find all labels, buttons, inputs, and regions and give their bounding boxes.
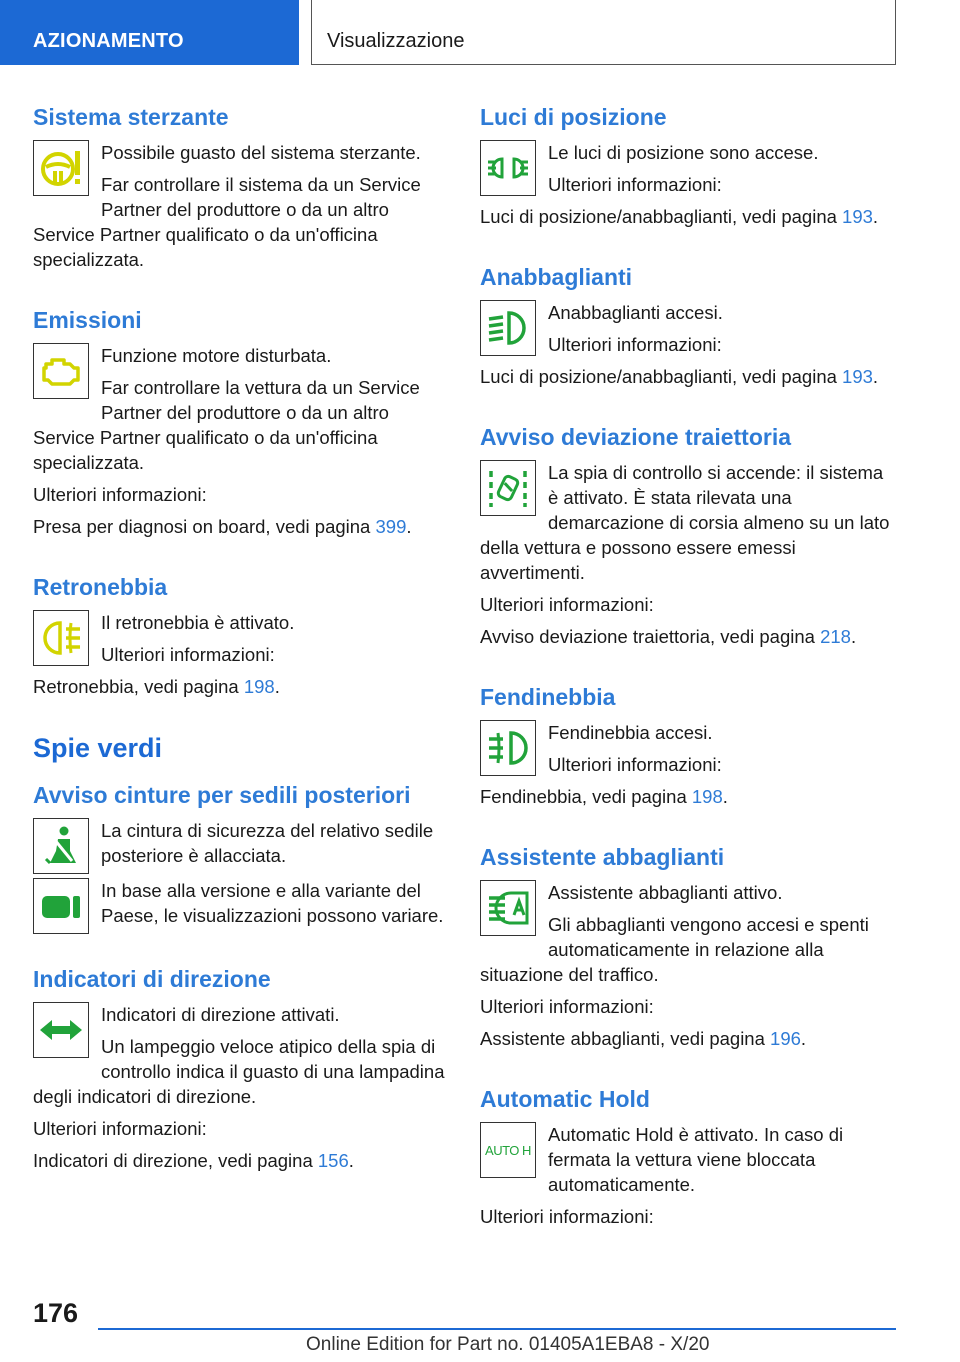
- paragraph: Ulteriori informazioni:: [480, 594, 654, 615]
- rear-fog-light-icon: [33, 610, 89, 666]
- page-link[interactable]: 218: [820, 626, 851, 647]
- paragraph: Ulteriori informazioni:: [33, 484, 207, 505]
- reference-text: Luci di posizione/anabbaglianti, vedi pagina: [480, 366, 843, 387]
- paragraph: Il retronebbia è attivato.: [101, 612, 295, 633]
- high-beam-assist-icon: [480, 880, 536, 936]
- section-heading: Luci di posizione: [480, 104, 667, 130]
- section-emissioni: [33, 303, 445, 546]
- lane-departure-icon: [480, 460, 536, 516]
- paragraph: Automatic Hold è attivato. In caso di fermata la vettura viene bloccata automaticamente.: [548, 1124, 844, 1195]
- section-title: Visualizzazione: [327, 30, 465, 52]
- paragraph: Ulteriori informazioni:: [548, 174, 722, 195]
- section-heading: Assistente abbaglianti: [480, 844, 725, 870]
- page-link[interactable]: 198: [243, 676, 275, 697]
- section-anabbaglianti: [480, 260, 892, 396]
- paragraph: Fendinebbia accesi.: [548, 722, 713, 743]
- paragraph: Indicatori di direzione attivati.: [101, 1004, 340, 1025]
- turn-signal-icon: [33, 1002, 89, 1058]
- paragraph: Ulteriori informazioni:: [548, 754, 722, 775]
- paragraph: Anabbaglianti accesi.: [548, 302, 723, 323]
- paragraph: Retronebbia, vedi pagina 198.: [33, 676, 280, 697]
- paragraph: Fendinebbia, vedi pagina 198.: [480, 786, 728, 807]
- reference-text: Indicatori di direzione, vedi pagina: [33, 1150, 318, 1171]
- section-heading: Indicatori di direzione: [33, 966, 271, 992]
- page-link[interactable]: 196: [770, 1028, 801, 1049]
- paragraph: Un lampeggio veloce atipico della spia di controllo indica il guasto di una lampadina degli indicatori di direzione.: [33, 1036, 445, 1107]
- reference-text: Retronebbia, vedi pagina: [33, 676, 244, 697]
- page-number: 176: [33, 1298, 79, 1328]
- section-assistente-abbaglianti: [480, 840, 892, 1058]
- section-avviso-deviazione: [480, 420, 892, 656]
- paragraph: Luci di posizione/anabbaglianti, vedi pagina 193.: [480, 366, 879, 387]
- reference-text: Fendinebbia, vedi pagina: [480, 786, 692, 807]
- section-heading: Automatic Hold: [480, 1086, 650, 1112]
- section-indicatori-direzione: [33, 962, 445, 1180]
- page-link[interactable]: 193: [842, 206, 873, 227]
- section-heading: Retronebbia: [33, 574, 168, 600]
- paragraph: Assistente abbaglianti attivo.: [548, 882, 783, 903]
- reference-text: Assistente abbaglianti, vedi pagina: [480, 1028, 771, 1049]
- paragraph: Luci di posizione/anabbaglianti, vedi pagina 193.: [480, 206, 879, 227]
- paragraph: Ulteriori informazioni:: [480, 1206, 654, 1227]
- section-avviso-cinture: [33, 778, 445, 938]
- auto-hold-icon-text: AUTO H: [485, 1142, 531, 1158]
- paragraph: Possibile guasto del sistema sterzante.: [101, 142, 421, 163]
- section-fendinebbia: [480, 680, 892, 816]
- paragraph: Presa per diagnosi on board, vedi pagina 399.: [33, 516, 412, 537]
- section-automatic-hold: [480, 1082, 892, 1236]
- paragraph: Indicatori di direzione, vedi pagina 156.: [33, 1150, 354, 1171]
- left-column: [33, 100, 445, 1204]
- auto-hold-icon: [480, 1122, 536, 1178]
- reference-text: Presa per diagnosi on board, vedi pagina: [33, 516, 376, 537]
- section-tab: [311, 0, 896, 65]
- chapter-tab: [0, 0, 299, 65]
- steering-warning-icon: [33, 140, 89, 196]
- section-heading: Emissioni: [33, 307, 142, 333]
- chapter-heading: Spie verdi: [33, 733, 163, 763]
- paragraph: La cintura di sicurezza del relativo sedile posteriore è allacciata.: [101, 820, 434, 866]
- right-column: [480, 100, 892, 1260]
- section-retronebbia: [33, 570, 445, 706]
- seatbelt-variant-icon: [33, 878, 89, 934]
- reference-text: Luci di posizione/anabbaglianti, vedi pagina: [480, 206, 843, 227]
- section-heading: Sistema sterzante: [33, 104, 229, 130]
- paragraph: Gli abbaglianti vengono accesi e spenti automaticamente in relazione alla situazione del traffico.: [480, 914, 869, 985]
- section-luci-posizione: [480, 100, 892, 236]
- paragraph: Far controllare il sistema da un Service Partner del produttore o da un altro Service Partner qualificato o da un'officina specializzata.: [33, 174, 421, 270]
- section-heading: Fendinebbia: [480, 684, 616, 710]
- low-beam-icon: [480, 300, 536, 356]
- section-spie-verdi: [33, 730, 445, 766]
- seatbelt-icon: [33, 818, 89, 874]
- section-heading: Avviso cinture per sedili posteriori: [33, 782, 411, 808]
- reference-text: Avviso deviazione traiettoria, vedi pagina: [480, 626, 821, 647]
- paragraph: Far controllare la vettura da un Service Partner del produttore o da un altro Service Partner qualificato o da un'officina specializzata.: [33, 377, 420, 473]
- paragraph: Ulteriori informazioni:: [33, 1118, 207, 1139]
- chapter-title: AZIONAMENTO: [33, 30, 184, 52]
- parking-lights-icon: [480, 140, 536, 196]
- edition-note: Online Edition for Part no. 01405A1EBA8 - X/20: [306, 1334, 710, 1355]
- page-link[interactable]: 193: [842, 366, 873, 387]
- paragraph: Ulteriori informazioni:: [548, 334, 722, 355]
- page-link[interactable]: 198: [691, 786, 723, 807]
- paragraph: Avviso deviazione traiettoria, vedi pagina 218.: [480, 626, 857, 647]
- section-heading: Avviso deviazione traiettoria: [480, 424, 792, 450]
- section-sistema-sterzante: [33, 100, 445, 279]
- paragraph: Ulteriori informazioni:: [101, 644, 275, 665]
- page-link[interactable]: 156: [317, 1150, 349, 1171]
- front-fog-light-icon: [480, 720, 536, 776]
- section-heading: Anabbaglianti: [480, 264, 633, 290]
- paragraph: Funzione motore disturbata.: [101, 345, 332, 366]
- page-link[interactable]: 399: [375, 516, 407, 537]
- paragraph: La spia di controllo si accende: il sistema è attivato. È stata rilevata una demarcazione di corsia almeno su un lato della vettura e possono essere emessi avvertimenti.: [480, 462, 890, 583]
- paragraph: In base alla versione e alla variante del Paese, le visualizzazioni possono variare.: [101, 880, 444, 926]
- paragraph: Le luci di posizione sono accese.: [548, 142, 819, 163]
- paragraph: Ulteriori informazioni:: [480, 996, 654, 1017]
- engine-icon: [33, 343, 89, 399]
- footer-divider: [98, 1328, 896, 1330]
- paragraph: Assistente abbaglianti, vedi pagina 196.: [480, 1028, 807, 1049]
